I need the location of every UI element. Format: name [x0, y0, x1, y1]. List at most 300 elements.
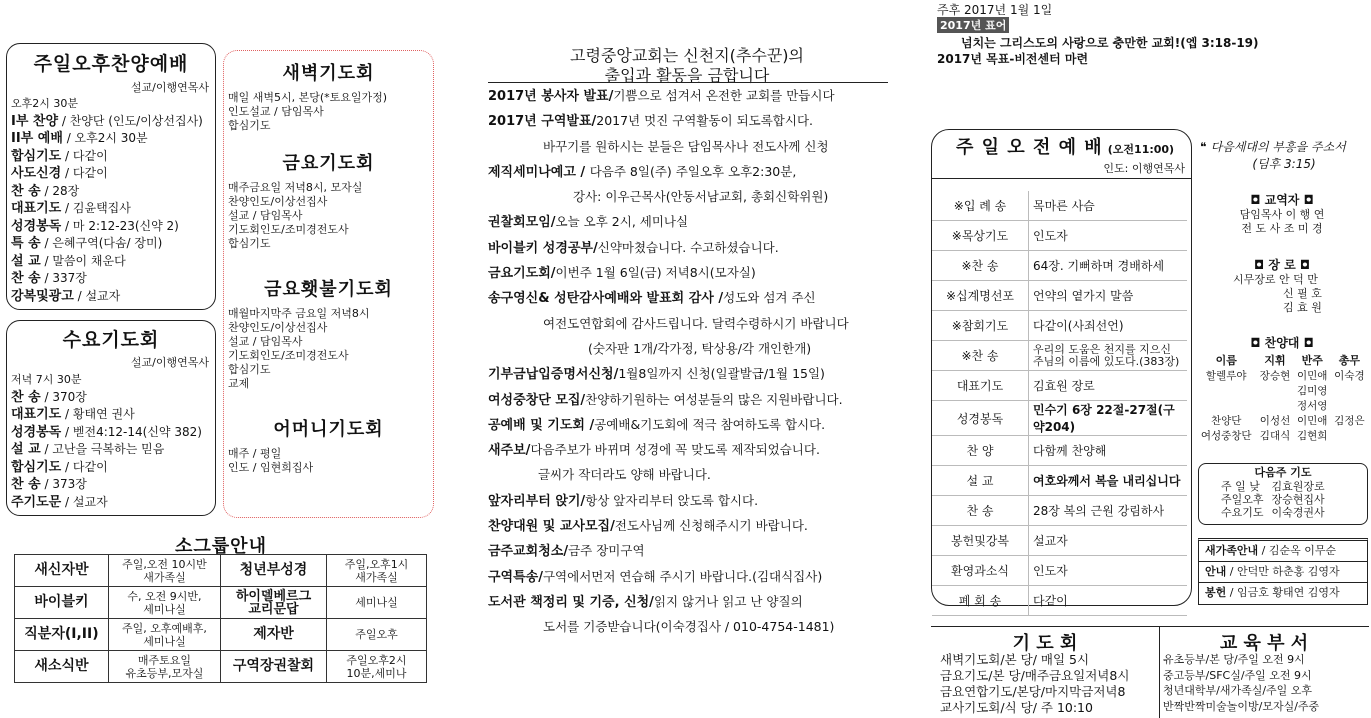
order-value: 인도자	[1029, 221, 1188, 251]
prayer-meeting	[228, 415, 429, 475]
next-week-cell: 주 일 낮	[1221, 480, 1260, 493]
table-row	[15, 619, 427, 651]
greeter-names: / 임금호 황태연 김영자	[1226, 586, 1340, 599]
small-groups-title: 소그룹안내	[175, 536, 267, 557]
prayer-meeting-line: 합심기도	[228, 363, 271, 376]
elders-title: ◘ 장 로 ◘	[1254, 258, 1310, 272]
group-name: 하이델베르그 교리문답	[220, 587, 326, 619]
order-line	[11, 459, 202, 477]
order-value: / 설교자	[73, 288, 121, 303]
prayer-meeting-title: 금요횃불기도회	[264, 279, 393, 300]
order-line	[11, 406, 202, 424]
pastors-title-text: 교역자	[1264, 193, 1300, 207]
prayer-meetings-box	[223, 50, 434, 518]
choir-cell	[1256, 384, 1293, 399]
choir-title: ◘ 찬양대 ◘	[1250, 336, 1314, 350]
choir-cell: 김미영	[1296, 385, 1328, 397]
notice-item	[488, 590, 849, 615]
prayer-meeting	[228, 149, 429, 251]
order-label: 찬 송	[932, 496, 1029, 526]
vision-quote-line2: (딤후 3:15)	[1252, 157, 1316, 171]
education-list	[1163, 652, 1319, 714]
prayer-schedule-line: 교사기도회/식 당/ 주 10:10	[940, 700, 1093, 715]
group-name: 구역장권찰회	[220, 651, 326, 683]
order-line	[11, 288, 203, 306]
order-value: 오후2시 30분	[11, 97, 78, 110]
morning-worship-leader: 인도: 이행연목사	[1103, 162, 1185, 175]
prayer-meeting-line: 교제	[228, 377, 250, 390]
order-value: / 찬양단 (인도/이상선집사)	[58, 113, 203, 128]
table-row	[932, 586, 1187, 616]
education-line: 중고등부/SFC실/주일 오전 9시	[1163, 668, 1312, 682]
order-value: / 고난을 극복하는 믿음	[40, 442, 165, 456]
notice-item	[488, 286, 849, 311]
table-row	[1196, 414, 1368, 429]
order-value: / 373장	[40, 477, 87, 491]
order-label: 특 송	[11, 236, 41, 251]
order-label: 사도신경	[11, 166, 62, 181]
education-title: 교 육 부 서	[1219, 633, 1309, 654]
order-line	[11, 476, 202, 494]
education-line: 유초등부/본 당/주일 오전 9시	[1163, 653, 1305, 666]
choir-cell: 이민애	[1296, 415, 1328, 427]
prayer-meeting-title: 새벽기도회	[282, 63, 375, 84]
order-value: / 황태연 권사	[61, 407, 135, 421]
prayer-meeting	[228, 275, 429, 391]
vision-quote	[1200, 138, 1368, 172]
table-row	[15, 555, 427, 587]
table-row	[1221, 493, 1333, 506]
order-label: I부 찬양	[11, 113, 59, 129]
group-name: 바이블키	[15, 587, 109, 619]
notice-headline-1: 고령중앙교회는 신천지(추수꾼)의	[570, 46, 804, 65]
notice-text: 찬양하기원하는 여성분들의 많은 지원바랍니다.	[585, 391, 843, 407]
elder-2: 신 필 호	[1283, 287, 1322, 300]
order-line	[11, 235, 203, 253]
notice-text: 1월8일까지 신청(일괄발급/1월 15일)	[618, 366, 825, 382]
order-line	[11, 130, 203, 148]
group-name: 청년부성경	[220, 555, 326, 587]
table-row	[932, 311, 1187, 341]
order-value: / 말씀이 채운다	[40, 253, 126, 268]
table-row	[932, 526, 1187, 556]
wednesday-prayer-leader: 설교/이행연목사	[130, 356, 209, 369]
choir-cell: 찬양단	[1211, 415, 1242, 427]
prayer-meeting-line: 매주금요일 저녁8시, 모자실	[228, 181, 363, 194]
prayer-meeting-line: 인도설교 / 담임목사	[228, 105, 324, 118]
order-value: / 28장	[40, 183, 80, 198]
morning-worship-box	[931, 129, 1192, 606]
goal-text: 2017년 목표-비전센터 마련	[937, 52, 1089, 66]
order-line	[11, 218, 203, 236]
notice-item	[488, 413, 849, 438]
table-row	[932, 556, 1187, 586]
group-info: 주일,오후1시 새가족실	[327, 555, 427, 587]
notice-label: 2017년 봉사자 발표/	[488, 89, 614, 104]
table-row	[932, 401, 1187, 436]
notice-text: 공예배&기도회에 적극 참여하도록 합시다.	[594, 416, 826, 432]
choir-head: 총무	[1338, 354, 1361, 367]
order-label: 강복및광고	[11, 288, 74, 304]
order-value: / 벧전4:12-14(신약 382)	[61, 424, 202, 439]
notice-text: 전도사님께 신청해주시기 바랍니다.	[614, 518, 808, 534]
table-row	[15, 651, 427, 683]
order-value: 28장 복의 근원 강림하사	[1029, 496, 1188, 526]
group-name: 새소식반	[15, 651, 109, 683]
group-name: 직분자(I,II)	[15, 619, 109, 651]
greeter-label: 안내	[1205, 565, 1227, 578]
afternoon-worship-leader: 설교/이행연목사	[130, 81, 209, 94]
choir-cell: 장승현	[1259, 370, 1291, 382]
greeter-names: / 김순옥 이무순	[1258, 544, 1337, 557]
order-label: ※찬 송	[932, 251, 1029, 281]
order-value: 다같이	[1029, 586, 1188, 616]
prayer-meeting-line: 합심기도	[228, 237, 271, 250]
greeter-row	[1199, 583, 1367, 603]
education-line: 반짝반짝미술놀이방/모자실/주중	[1163, 699, 1320, 713]
notice-text: 오늘 오후 2시, 세미나실	[555, 214, 689, 230]
next-week-cell: 수요기도	[1221, 506, 1264, 519]
notice-list	[488, 84, 849, 641]
order-value: 우리의 도움은 천지를 지으신 주님의 이름에 있도다.(383장)	[1029, 341, 1188, 371]
prayer-schedule-line: 금요기도/본 당/매주금요일저녁8시	[940, 668, 1130, 683]
notice-text: 성도와 섬겨 주신	[723, 290, 816, 306]
notice-text: 기쁨으로 섬겨서 온전한 교회를 만듭시다	[613, 88, 835, 103]
pastors-title: ◘ 교역자 ◘	[1250, 193, 1314, 207]
notice-label: 도서관 책정리 및 기증, 신청/	[488, 594, 654, 610]
notice-text: 이번주 1월 6일(금) 저녁8시(모자실)	[555, 265, 756, 281]
prayer-meeting-line: 찬양인도/이상선집사	[228, 321, 328, 334]
notice-item	[488, 337, 849, 362]
order-value: 민수기 6장 22절-27절(구약204)	[1029, 401, 1188, 436]
order-value: 64장. 기뻐하며 경배하세	[1029, 251, 1188, 281]
greeter-row	[1199, 562, 1367, 583]
order-label: ※입 례 송	[932, 191, 1029, 221]
choir-section	[1196, 334, 1368, 444]
table-row	[932, 466, 1187, 496]
notice-item	[488, 135, 849, 160]
table-row	[932, 496, 1187, 526]
table-row	[1196, 399, 1368, 414]
order-value: / 다같이	[61, 148, 108, 163]
next-week-table	[1221, 480, 1333, 519]
order-label: ※십계명선포	[932, 281, 1029, 311]
wednesday-prayer-title: 수요기도회	[62, 329, 160, 351]
order-label: 설 교	[11, 442, 41, 457]
notice-text: 다음주보가 바뀌며 성경에 꼭 맞도록 제작되었습니다.	[530, 442, 820, 458]
notice-label: 바이블키 성경공부/	[488, 240, 598, 256]
notice-text: 2017년 멋진 구역활동이 되도록합시다.	[596, 113, 814, 129]
order-line	[11, 113, 203, 131]
choir-head: 반주	[1301, 354, 1323, 367]
order-label: 대표기도	[11, 407, 62, 422]
prayer-meeting-line: 기도회인도/조미경전도사	[228, 349, 349, 362]
table-row	[15, 587, 427, 619]
order-line	[11, 95, 203, 113]
table-row	[932, 341, 1187, 371]
next-week-title: 다음주 기도	[1254, 466, 1312, 479]
notice-text: 도서를 기증받습니다(이숙경집사 / 010-4754-1481)	[543, 619, 835, 635]
motto-tag: 2017년 표어	[937, 17, 1009, 33]
greeter-label: 새가족안내	[1205, 544, 1259, 557]
order-value: 여호와께서 복을 내리십니다	[1029, 466, 1188, 496]
morning-worship-title-text: 주 일 오 전 예 배	[956, 137, 1103, 158]
order-line	[11, 270, 203, 288]
elders-section	[1196, 256, 1368, 315]
wednesday-order-list	[11, 371, 202, 511]
order-value: 인도자	[1029, 556, 1188, 586]
education-line: 청년대학부/새가족실/주일 오후	[1163, 684, 1313, 697]
order-line	[11, 183, 203, 201]
order-label: 합심기도	[11, 148, 62, 164]
order-label: 대표기도	[932, 371, 1029, 401]
order-line	[11, 165, 203, 183]
group-name: 새신자반	[15, 555, 109, 587]
choir-cell	[1256, 399, 1293, 414]
order-label: ※참회기도	[932, 311, 1029, 341]
order-value: / 370장	[40, 389, 87, 404]
notice-label: 제직세미나예고 /	[488, 164, 590, 180]
notice-text: (숫자판 1개/각가정, 탁상용/각 개인한개)	[588, 340, 812, 356]
notice-headline-2: 출입과 활동을 금합니다	[604, 66, 770, 85]
afternoon-worship-box	[6, 43, 216, 310]
elder-3: 김 효 원	[1283, 301, 1322, 314]
choir-cell: 이민애	[1296, 370, 1328, 382]
order-label: II부 예배	[11, 131, 63, 146]
group-info: 주일오후2시 10분,세미나	[327, 651, 427, 683]
order-value: / 은혜구역(다솜/ 장미)	[40, 236, 163, 250]
morning-worship-time: (오전11:00)	[1107, 143, 1175, 156]
notice-text: 다음주 8일(주) 주일오후 오후2:30분,	[589, 163, 797, 179]
prayer-meeting	[228, 59, 429, 133]
prayer-schedule-line: 새벽기도회/본 당/ 매일 5시	[940, 652, 1090, 667]
prayer-meeting-line: 찬양인도/이상선집사	[228, 195, 328, 208]
date-line: 주후 2017년 1월 1일	[937, 3, 1053, 17]
elders-title-text: 장 로	[1268, 258, 1296, 272]
notice-text: 바꾸기를 원하시는 분들은 담임목사나 전도사께 신청	[543, 138, 829, 154]
choir-cell	[1331, 399, 1368, 414]
notice-item	[488, 185, 849, 210]
notice-text: 글씨가 작더라도 양해 바랍니다.	[538, 467, 711, 483]
choir-head: 지휘	[1264, 354, 1286, 367]
prayer-schedule-title: 기 도 회	[1012, 633, 1078, 654]
order-label: 성경봉독	[932, 401, 1029, 436]
greeter-names: / 안덕만 하춘홍 김영자	[1226, 565, 1340, 578]
next-week-cell: 주일오후	[1221, 493, 1264, 506]
morning-order-table	[932, 191, 1187, 616]
order-value: / 다같이	[61, 459, 108, 474]
order-label: 설 교	[11, 253, 41, 269]
motto-text: 넘치는 그리스도의 사랑으로 충만한 교회!(엡 3:18-19)	[961, 36, 1259, 50]
choir-cell: 김현희	[1296, 430, 1328, 442]
greeters-box	[1198, 538, 1368, 605]
prayer-meeting-line: 매월마지막주 금요일 저녁8시	[228, 307, 370, 320]
table-row	[1221, 480, 1333, 493]
order-label: 찬 송	[11, 389, 41, 405]
order-label: 대표기도	[11, 201, 62, 216]
choir-cell	[1331, 384, 1368, 399]
notice-text: 여전도연합회에 감사드립니다. 달력수령하시기 바랍니다	[543, 315, 849, 331]
order-label: 합심기도	[11, 459, 62, 475]
order-line	[11, 200, 203, 218]
choir-cell: 김대식	[1259, 430, 1291, 442]
greeters-list	[1199, 541, 1367, 603]
table-row	[932, 251, 1187, 281]
notice-item	[488, 362, 849, 387]
notice-underline	[488, 82, 888, 83]
table-row	[932, 191, 1187, 221]
next-week-cell: 장승현집사	[1271, 493, 1325, 506]
elder-1: 시무장로 안 덕 만	[1233, 273, 1318, 286]
choir-cell	[1196, 399, 1256, 414]
prayer-meeting-line: 합심기도	[228, 119, 271, 132]
order-line	[11, 424, 202, 442]
choir-title-text: 찬양대	[1264, 336, 1300, 350]
notice-label: 찬양대원 및 교사모집/	[488, 519, 615, 535]
order-value: / 김윤택집사	[61, 201, 131, 215]
notice-label: 여성중창단 모집/	[488, 392, 586, 408]
notice-label: 공예배 및 기도회 /	[488, 417, 595, 433]
order-label: 성경봉독	[11, 424, 62, 440]
group-name: 제자반	[220, 619, 326, 651]
choir-table	[1196, 351, 1368, 444]
notice-item	[488, 160, 849, 185]
notice-item	[488, 539, 849, 564]
notice-item	[488, 463, 849, 488]
group-info: 주일오후	[327, 619, 427, 651]
choir-head: 이름	[1215, 354, 1237, 367]
notice-item	[488, 438, 849, 463]
order-label: 주기도문	[11, 494, 62, 510]
prayer-meeting-line: 매주 / 평일	[228, 447, 282, 460]
order-value: / 마 2:12-23(신약 2)	[61, 218, 179, 233]
pastor-1: 담임목사 이 행 연	[1239, 208, 1325, 221]
notice-text: 읽지 않거나 읽고 난 양질의	[653, 593, 803, 609]
table-row	[932, 371, 1187, 401]
group-info: 주일,오전 10시반 새가족실	[108, 555, 220, 587]
notice-label: 2017년 구역발표/	[488, 114, 597, 130]
notice-label: 금요기도회/	[488, 266, 556, 282]
table-row	[1196, 369, 1368, 384]
choir-cell: 여성중창단	[1200, 430, 1252, 442]
notice-label: 기부금납입증명서신청/	[488, 367, 619, 383]
order-value: 다같이(사죄선언)	[1029, 311, 1188, 341]
morning-worship-title	[956, 133, 1174, 159]
table-row	[1196, 384, 1368, 399]
order-label: ※찬 송	[932, 341, 1029, 371]
notice-item	[488, 489, 849, 514]
next-week-cell: 김효원장로	[1271, 480, 1325, 493]
order-value: / 오후2시 30분	[62, 131, 148, 145]
pastor-2: 전 도 사 조 미 경	[1241, 222, 1323, 235]
greeter-label: 봉헌	[1205, 586, 1227, 599]
quote-text-1: 다음세대의 부흥을 주소서	[1210, 140, 1346, 154]
prayer-schedule-line: 금요연합기도/본당/마지막금저녁8	[940, 684, 1126, 699]
choir-cell: 할렐루야	[1205, 370, 1247, 382]
vision-quote-line1	[1200, 138, 1368, 155]
table-row	[932, 436, 1187, 466]
notice-item	[488, 210, 849, 235]
choir-cell: 김정은	[1334, 415, 1365, 427]
order-line	[11, 253, 203, 271]
small-groups-table	[14, 554, 427, 683]
choir-cell	[1196, 384, 1256, 399]
notice-label: 권찰회모임/	[488, 215, 556, 231]
notice-item	[488, 109, 849, 134]
next-week-cell: 이숙경권사	[1271, 506, 1325, 519]
notice-label: 송구영신& 성탄감사예배와 발표회 감사 /	[488, 291, 724, 307]
order-label: 성경봉독	[11, 218, 62, 234]
table-row	[1196, 429, 1368, 444]
order-value: 설교자	[1029, 526, 1188, 556]
afternoon-order-list	[11, 95, 203, 305]
order-label: 찬 송	[11, 477, 41, 492]
greeter-row	[1199, 541, 1367, 562]
order-line	[11, 148, 203, 166]
notice-item	[488, 84, 849, 109]
order-value: / 다같이	[61, 166, 108, 180]
order-line	[11, 494, 202, 512]
order-label: 환영과소식	[932, 556, 1029, 586]
group-info: 수, 오전 9시반, 세미나실	[108, 587, 220, 619]
bottom-rule	[931, 626, 1369, 627]
choir-cell: 이숙경	[1334, 370, 1365, 382]
prayer-meeting-line: 매일 새벽5시, 본당(*토요일가정)	[228, 91, 388, 104]
order-label: 설 교	[932, 466, 1029, 496]
notice-item	[488, 565, 849, 590]
table-row	[932, 221, 1187, 251]
choir-cell: 이성선	[1259, 415, 1291, 427]
prayer-meeting-line: 기도회인도/조미경전도사	[228, 223, 349, 236]
prayer-meeting-line: 설교 / 담임목사	[228, 335, 303, 348]
order-value: / 337장	[40, 271, 87, 285]
notice-text: 강사: 이우근목사(안동서남교회, 총회신학위원)	[573, 189, 829, 205]
order-value: 다함께 찬양해	[1029, 436, 1188, 466]
wednesday-prayer-box	[6, 320, 216, 516]
morning-worship-divider	[932, 178, 1191, 179]
table-row	[1196, 351, 1368, 369]
notice-label: 금주교회청소/	[488, 544, 569, 560]
prayer-meeting-line: 인도 / 임현희집사	[228, 461, 314, 474]
order-label: 봉헌및강복	[932, 526, 1029, 556]
order-value: 목마른 사슴	[1029, 191, 1188, 221]
afternoon-worship-title: 주일오후찬양예배	[33, 53, 189, 75]
notice-item	[488, 388, 849, 413]
notice-item	[488, 514, 849, 539]
order-label: 폐 회 송	[932, 586, 1029, 616]
quote-mark-icon: ❝	[1200, 140, 1211, 154]
order-line	[11, 389, 202, 407]
notice-label: 새주보/	[488, 443, 531, 459]
notice-label: 구역특송/	[488, 569, 543, 585]
notice-item	[488, 312, 849, 337]
table-row	[932, 281, 1187, 311]
order-label: 찬 송	[11, 183, 41, 199]
notice-text: 항상 앞자리부터 앉도록 합시다.	[585, 492, 759, 508]
group-info: 세미나실	[327, 587, 427, 619]
choir-cell: 정서영	[1296, 400, 1328, 412]
order-value: 언약의 옅가지 말씀	[1029, 281, 1188, 311]
order-value: 저녁 7시 30분	[11, 373, 82, 386]
order-line	[11, 441, 202, 459]
order-label: 찬 양	[932, 436, 1029, 466]
order-value: 김효원 장로	[1029, 371, 1188, 401]
notice-item	[488, 261, 849, 286]
prayer-meeting-title: 금요기도회	[282, 153, 375, 174]
notice-text: 신약마쳤습니다. 수고하셨습니다.	[597, 239, 779, 255]
order-label: 찬 송	[11, 271, 41, 286]
notice-text: 구역에서먼저 연습해 주시기 바랍니다.(김대식집사)	[542, 568, 823, 584]
